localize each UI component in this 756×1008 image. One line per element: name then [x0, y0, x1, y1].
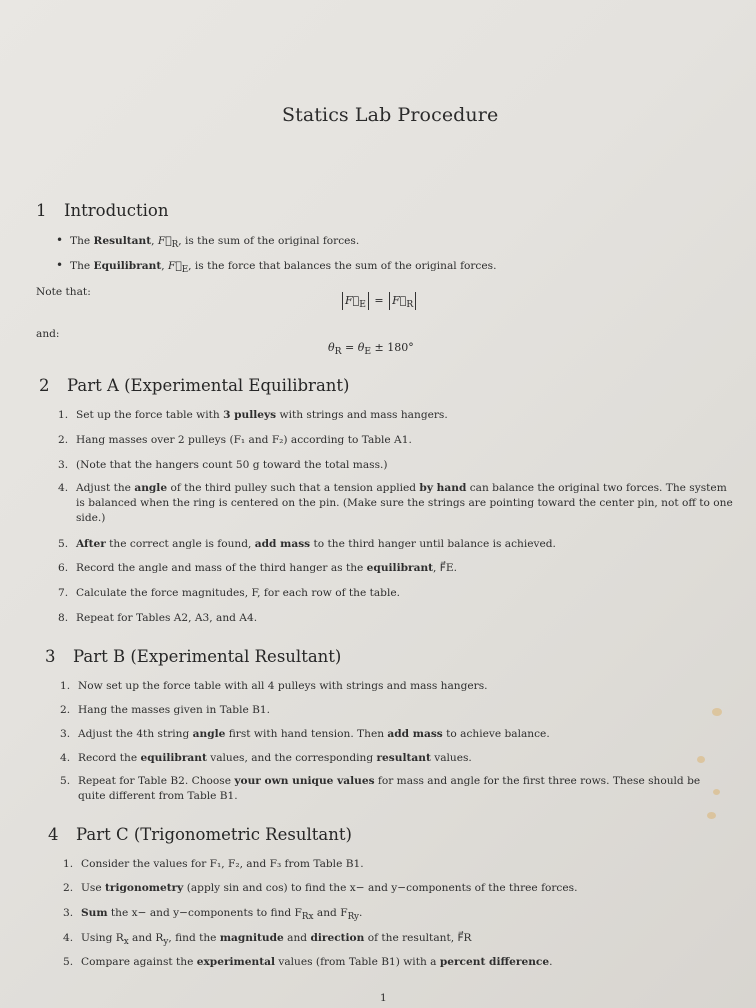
section-heading-part-a: [39, 376, 349, 395]
section-heading-introduction: [36, 201, 169, 220]
page-number: 1: [380, 992, 387, 1004]
section-heading-part-c: [48, 825, 352, 844]
stain-mark: [707, 812, 716, 819]
intro-bullet-resultant: • The Resultant, $F⃗_R$, is the sum of the original forces.: [56, 233, 360, 251]
note-label: Note that:: [36, 286, 91, 298]
part-c-step-5: 5. Compare against the experimental values (from Table B1) with a percent difference.: [63, 956, 553, 968]
part-a-step-4: 4. Adjust the angle of the third pulley such that a tension applied by hand can balance the original two forces. The system is balanced when the ring is centered on the pin. (Make sure the strings are pointing toward the center pin, not off to one side.): [58, 482, 733, 524]
part-a-step-5: 5. After the correct angle is found, add mass to the third hanger until balance is achieved.: [58, 538, 556, 550]
part-c-step-3: 3. Sum the x− and y−components to find $F_{Rx}$ and $F_{Ry}$.: [63, 907, 363, 923]
abs-bar: [368, 292, 369, 310]
section-title: Part A (Experimental Equilibrant): [67, 376, 350, 395]
part-a-step-3: 3. (Note that the hangers count 50 g toward the total mass.): [58, 459, 388, 471]
part-a-step-7: 7. Calculate the force magnitudes, F, for each row of the table.: [58, 587, 400, 599]
part-b-step-5: 5. Repeat for Table B2. Choose your own unique values for mass and angle for the first three rows. These should be quite different from Table B1.: [60, 775, 701, 802]
abs-bar: [415, 292, 416, 310]
part-b-step-2: 2. Hang the masses given in Table B1.: [60, 704, 271, 716]
stain-mark: [697, 756, 705, 763]
section-number: 3: [45, 647, 56, 666]
abs-bar: [342, 292, 343, 310]
section-number: 1: [36, 201, 47, 220]
section-number: 4: [48, 825, 59, 844]
section-title: Part C (Trigonometric Resultant): [76, 825, 352, 844]
part-a-step-8: 8. Repeat for Tables A2, A3, and A4.: [58, 612, 258, 624]
section-title: Part B (Experimental Resultant): [73, 647, 342, 666]
bullet-icon: •: [56, 258, 64, 272]
section-heading-part-b: [45, 647, 341, 666]
equation-angle: $\theta_R = \theta_E \pm 180^\circ$: [328, 341, 414, 358]
part-c-step-1: 1. Consider the values for F₁, F₂, and F₃ from Table B1.: [63, 858, 364, 870]
section-number: 2: [39, 376, 50, 395]
part-c-step-4: 4. Using $R_x$ and $R_y$, find the magnitude and direction of the resultant, F⃗R: [63, 932, 472, 948]
stain-mark: [712, 708, 722, 716]
part-b-step-3: 3. Adjust the 4th string angle first with hand tension. Then add mass to achieve balance.: [60, 728, 550, 740]
bullet-icon: •: [56, 233, 64, 247]
equation-magnitude: $F⃗_E$ = $F⃗_R$: [340, 292, 418, 310]
abs-bar: [389, 292, 390, 310]
intro-bullet-equilibrant: • The Equilibrant, $F⃗_E$, is the force that balances the sum of the original forces.: [56, 258, 497, 276]
part-b-step-1: 1. Now set up the force table with all 4 pulleys with strings and mass hangers.: [60, 680, 488, 692]
part-a-step-1: 1. Set up the force table with 3 pulleys with strings and mass hangers.: [58, 409, 448, 421]
page-title: Statics Lab Procedure: [282, 104, 499, 126]
part-a-step-2: 2. Hang masses over 2 pulleys (F₁ and F₂) according to Table A1.: [58, 434, 412, 446]
part-b-step-4: 4. Record the equilibrant values, and the corresponding resultant values.: [60, 752, 472, 764]
and-label: and:: [36, 328, 60, 340]
part-c-step-2: 2. Use trigonometry (apply sin and cos) to find the x− and y−components of the three forces.: [63, 882, 578, 894]
part-a-step-6: 6. Record the angle and mass of the third hanger as the equilibrant, F⃗E.: [58, 562, 457, 574]
section-title: Introduction: [64, 201, 169, 220]
